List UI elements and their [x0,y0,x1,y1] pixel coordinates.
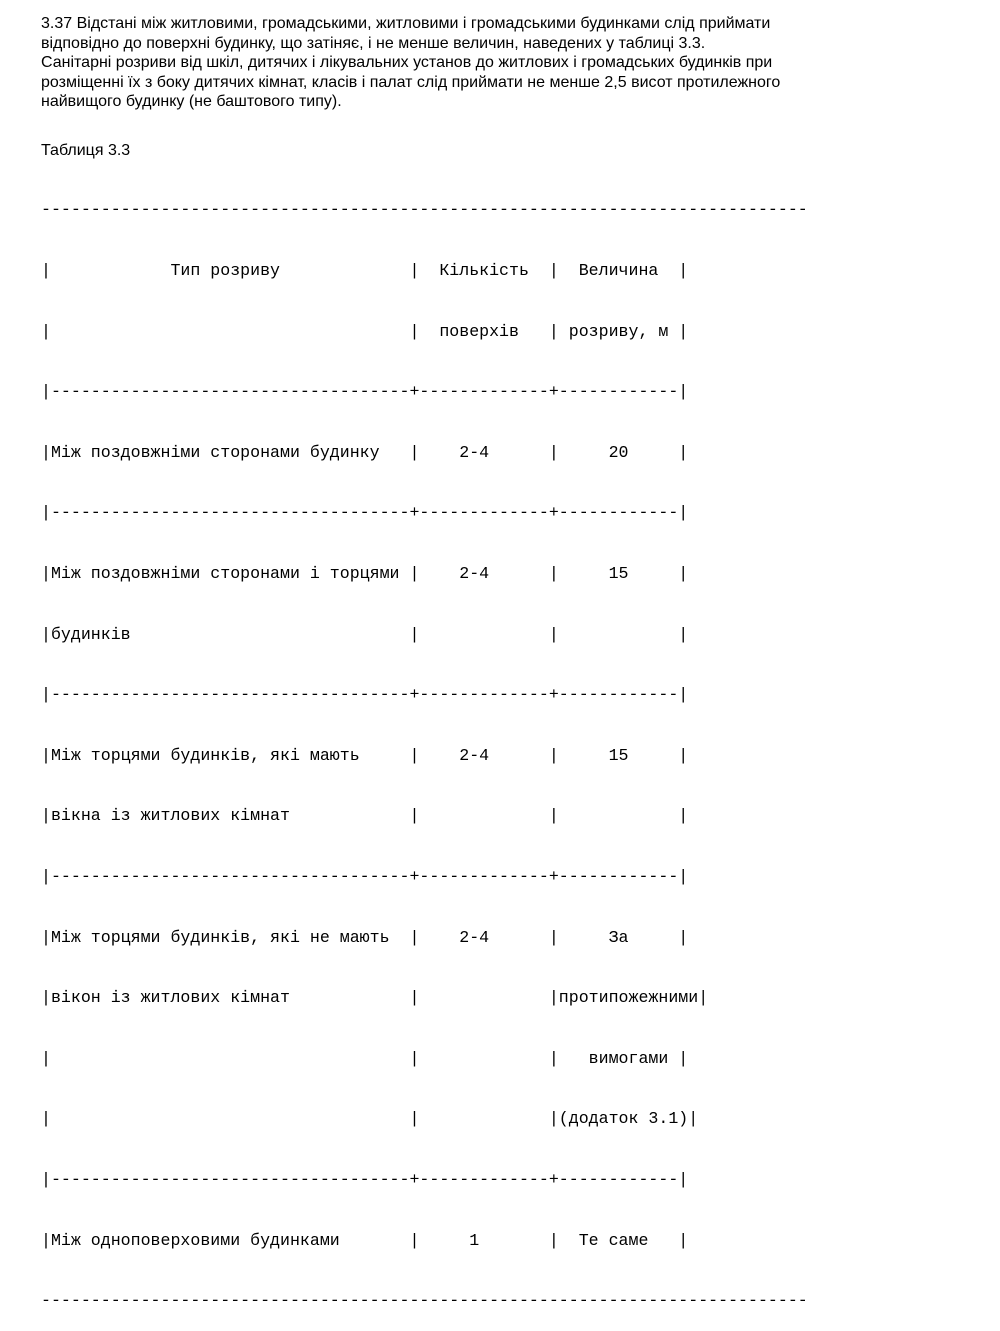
paragraph-line: відповідно до поверхні будинку, що затіняє, і не менше величин, наведених у таблиці 3.3. [41,34,706,52]
table-separator: |------------------------------------+-------------+------------| [41,382,689,402]
table-row: |вікон із житлових кімнат | |протипожежними| [41,988,709,1008]
table-border-top: ----------------------------------------------------------------------------- [41,200,808,220]
table-separator: |------------------------------------+-------------+------------| [41,685,689,705]
section-paragraph [41,14,981,112]
table-row: | | | вимогами | [41,1048,689,1068]
table-separator: |------------------------------------+-------------+------------| [41,866,689,886]
table-header-row: | Тип розриву | Кількість | Величина | [41,261,689,280]
table-row: |Між поздовжніми сторонами і торцями | 2-4 | 15 | [41,563,689,583]
table-border-bottom: ----------------------------------------------------------------------------- [41,1291,808,1311]
table-separator: |------------------------------------+-------------+------------| [41,1169,689,1189]
table-row: |будинків | | | [41,624,689,644]
table-row: |Між торцями будинків, які мають | 2-4 | 15 | [41,745,689,765]
paragraph-line: розміщенні їх з боку дитячих кімнат, класів і палат слід приймати не менше 2,5 висот протилежного [41,73,781,91]
table-row: | | |(додаток 3.1)| [41,1109,699,1129]
paragraph-line: найвищого будинку (не баштового типу). [41,93,342,111]
paragraph-line: Санітарні розриви від шкіл, дитячих і лікувальних установ до житлових і громадських будинків при [41,54,773,72]
table-row: |Між торцями будинків, які не мають | 2-4 | За | [41,927,689,947]
table-row: |Між поздовжніми сторонами будинку | 2-4 | 20 | [41,442,689,462]
table-header-row: | | поверхів | розриву, м | [41,321,689,341]
paragraph-line: 3.37 Відстані між житловими, громадськими, житловими і громадськими будинками слід приймати [41,15,771,32]
ascii-table [41,160,808,1331]
table-caption: Таблиця 3.3 [41,142,131,159]
table-separator: |------------------------------------+-------------+------------| [41,503,689,523]
table-row: |Між одноповерховими будинками | 1 | Те саме | [41,1230,689,1250]
table-row: |вікна із житлових кімнат | | | [41,806,689,826]
